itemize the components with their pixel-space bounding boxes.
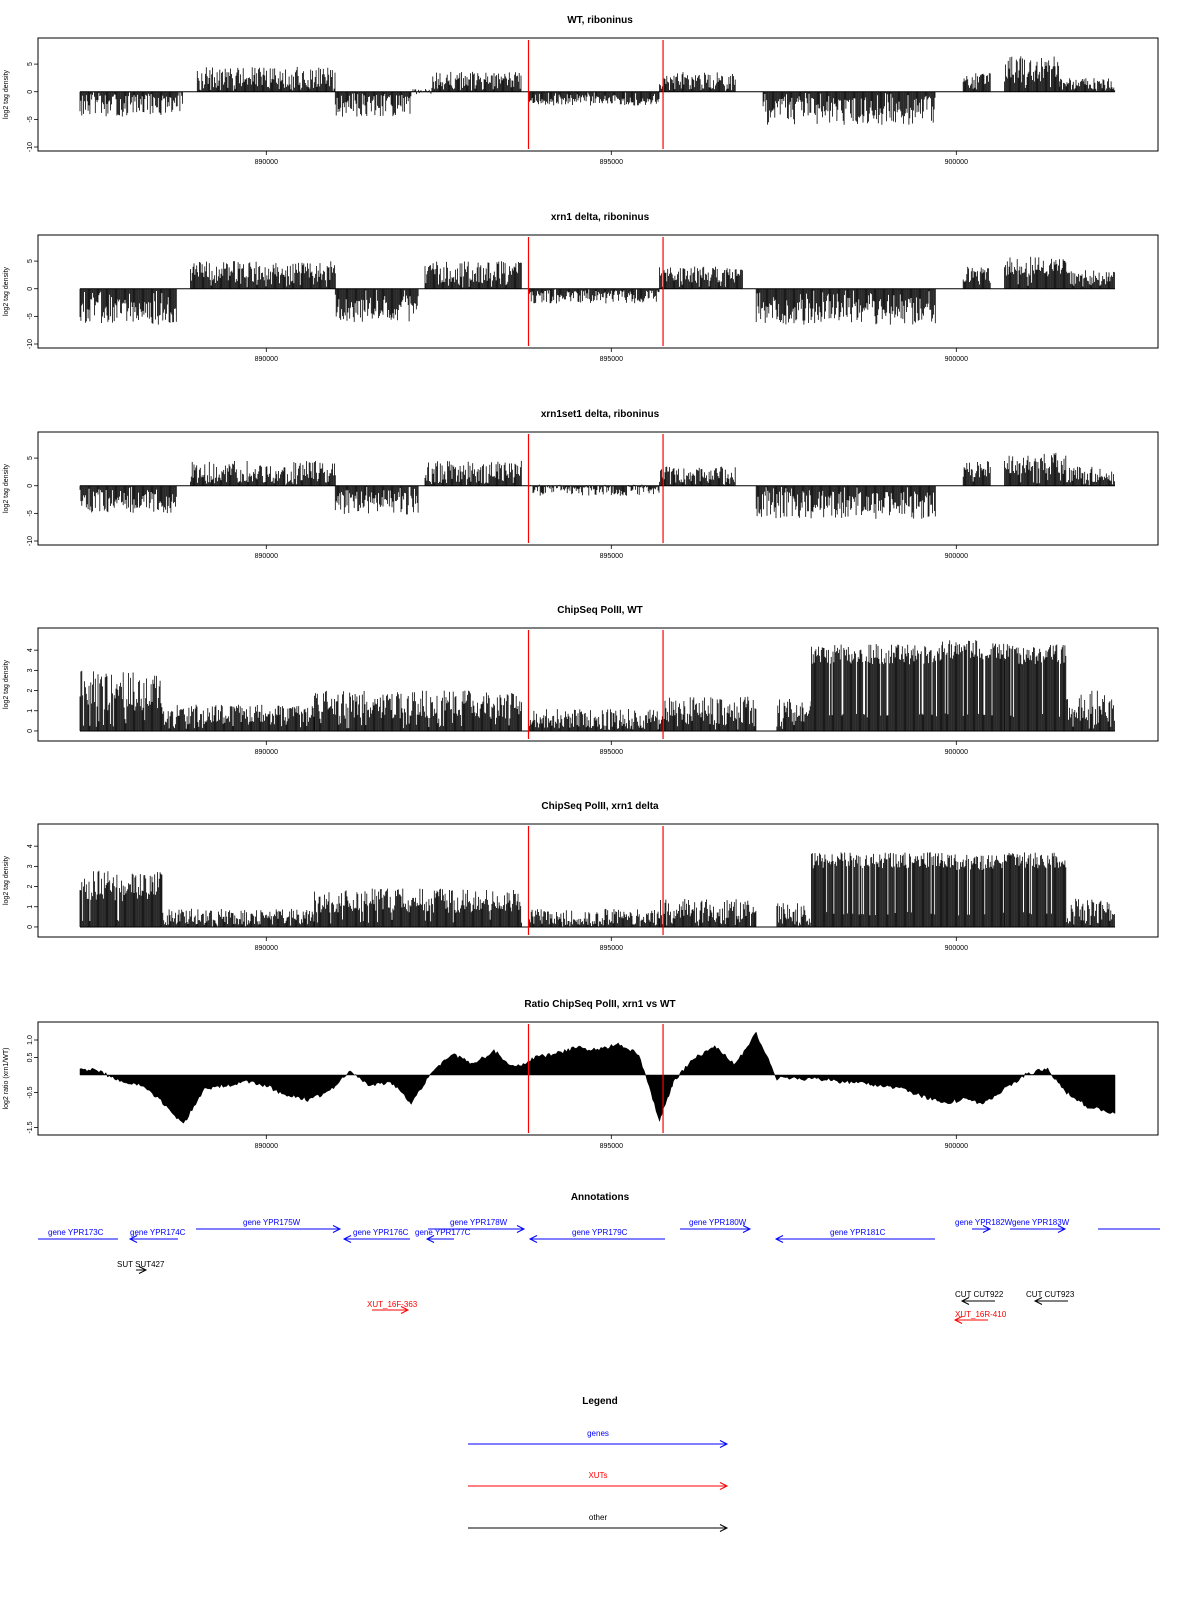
panel-title: xrn1 delta, riboninus xyxy=(550,212,650,223)
y-tick-label: 2 xyxy=(27,688,34,693)
x-tick-label: 890000 xyxy=(254,356,278,363)
y-tick-label: -10 xyxy=(27,535,34,547)
y-tick-label: -5 xyxy=(27,313,34,320)
y-tick-label: -10 xyxy=(27,338,34,350)
x-tick-label: 890000 xyxy=(254,159,278,166)
y-tick-label: 0 xyxy=(27,728,34,733)
y-tick-label: -5 xyxy=(27,510,34,517)
x-tick-label: 895000 xyxy=(599,749,623,756)
x-tick-label: 900000 xyxy=(944,749,968,756)
panel-title: xrn1set1 delta, riboninus xyxy=(540,409,660,420)
y-tick-label: 0 xyxy=(27,89,34,94)
y-tick-label: 5 xyxy=(27,62,34,67)
x-tick-label: 900000 xyxy=(944,553,968,560)
x-tick-label: 900000 xyxy=(944,159,968,166)
x-tick-label: 895000 xyxy=(599,356,623,363)
panel-title: ChipSeq PolII, WT xyxy=(557,605,643,616)
y-tick-label: 0 xyxy=(27,286,34,291)
y-axis-label: log2 tag density xyxy=(3,69,10,120)
y-tick-label: 3 xyxy=(27,668,34,673)
x-tick-label: 890000 xyxy=(254,553,278,560)
y-axis-label: log2 tag density xyxy=(3,659,10,710)
x-tick-label: 895000 xyxy=(599,553,623,560)
y-tick-label: 0 xyxy=(27,483,34,488)
y-axis-label: log2 tag density xyxy=(3,266,10,317)
y-tick-label: 1 xyxy=(27,708,34,713)
x-tick-label: 895000 xyxy=(599,159,623,166)
y-tick-label: -5 xyxy=(27,116,34,123)
x-tick-label: 900000 xyxy=(944,356,968,363)
x-tick-label: 890000 xyxy=(254,749,278,756)
y-axis-label: log2 tag density xyxy=(3,463,10,514)
y-tick-label: 4 xyxy=(27,648,34,653)
panel-title: WT, riboninus xyxy=(567,15,633,26)
panel-title: ChipSeq PolII, xrn1 delta xyxy=(541,801,659,812)
y-tick-label: -10 xyxy=(27,141,34,153)
y-tick-label: 5 xyxy=(27,259,34,264)
y-tick-label: 5 xyxy=(27,456,34,461)
